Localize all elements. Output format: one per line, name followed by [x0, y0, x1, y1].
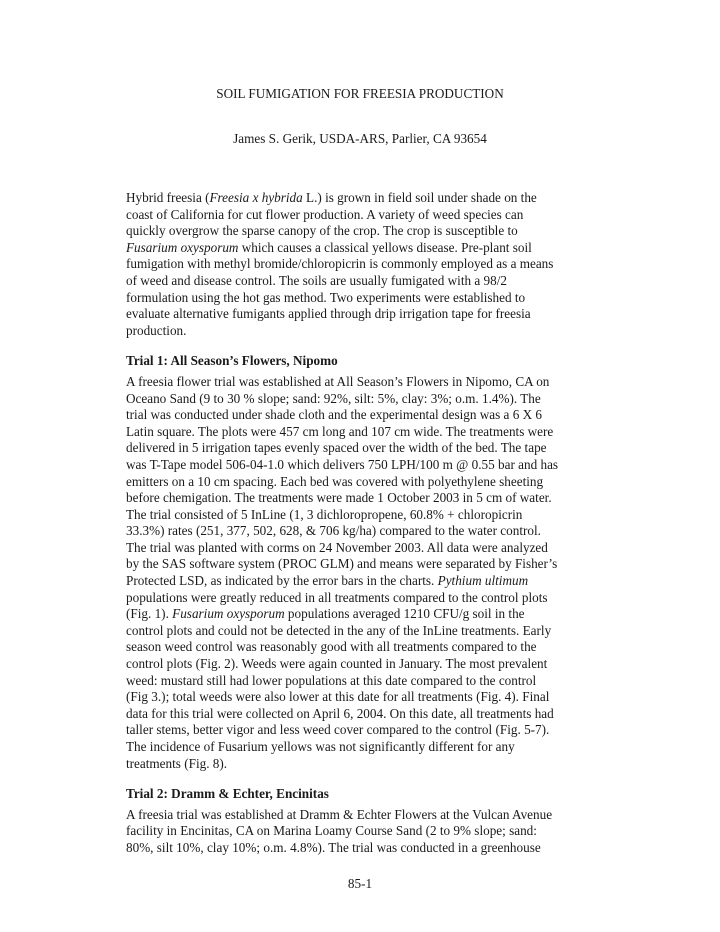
page-number: 85-1	[347, 876, 373, 891]
text-line: A freesia flower trial was established at All Season’s Flowers in Nipomo, CA on	[126, 373, 550, 389]
text-line: Protected LSD, as indicated by the error bars in the charts. Pythium ultimum	[126, 573, 529, 589]
text-line: evaluate alternative fumigants applied through drip irrigation tape for freesia	[126, 306, 531, 322]
text-line: The trial consisted of 5 InLine (1, 3 dichloropropene, 60.8% + chloropicrin	[126, 506, 523, 522]
trial2-heading: Trial 2: Dramm & Echter, Encinitas	[126, 786, 329, 802]
text-line: Fusarium oxysporum which causes a classical yellows disease. Pre-plant soil	[126, 239, 532, 255]
text-line: 80%, silt 10%, clay 10%; o.m. 4.8%). The trial was conducted in a greenhouse	[126, 839, 541, 855]
text-line: data for this trial were collected on April 6, 2004. On this date, all treatments had	[126, 705, 554, 721]
text-line: by the SAS software system (PROC GLM) and means were separated by Fisher’s	[126, 556, 558, 572]
text-line: of weed and disease control. The soils are usually fumigated with a 98/2	[126, 272, 507, 288]
text-line: control plots (Fig. 2). Weeds were again counted in January. The most prevalent	[126, 656, 548, 672]
text-line: trial was conducted under shade cloth and the experimental design was a 6 X 6	[126, 407, 543, 423]
text-line: delivered in 5 irrigation tapes evenly spaced over the width of the bed. The tape	[126, 440, 547, 456]
text-line: (Fig. 1). Fusarium oxysporum populations averaged 1210 CFU/g soil in the	[126, 606, 525, 622]
paper-title: SOIL FUMIGATION FOR FREESIA PRODUCTION	[216, 86, 504, 101]
text-line: Latin square. The plots were 457 cm long and 107 cm wide. The treatments were	[126, 423, 554, 439]
text-line: populations were greatly reduced in all treatments compared to the control plots	[126, 589, 548, 605]
text-line: coast of California for cut flower production. A variety of weed species can	[126, 206, 524, 222]
text-line: Oceano Sand (9 to 30 % slope; sand: 92%, silt: 5%, clay: 3%; o.m. 1.4%). The	[126, 390, 541, 406]
text-line: Hybrid freesia (Freesia x hybrida L.) is grown in field soil under shade on the	[126, 190, 537, 205]
text-line: emitters on a 10 cm spacing. Each bed was covered with polyethylene sheeting	[126, 473, 544, 489]
text-line: The trial was planted with corms on 24 November 2003. All data were analyzed	[126, 539, 548, 555]
intro-paragraph	[126, 190, 604, 339]
text-line: 33.3%) rates (251, 377, 502, 628, & 706 kg/ha) compared to the water control.	[126, 523, 541, 539]
text-line: A freesia trial was established at Dramm & Echter Flowers at the Vulcan Avenue	[126, 806, 553, 822]
text-line: taller stems, better vigor and less weed cover compared to the control (Fig. 5-7).	[126, 722, 550, 738]
text-line: season weed control was reasonably good with all treatments compared to the	[126, 639, 537, 655]
trial1-paragraph	[126, 374, 604, 772]
trial2-paragraph	[126, 807, 604, 857]
text-line: weed: mustard still had lower populations at this date compared to the control	[126, 672, 537, 688]
text-line: The incidence of Fusarium yellows was not significantly different for any	[126, 739, 515, 754]
trial1-heading: Trial 1: All Season’s Flowers, Nipomo	[126, 353, 338, 369]
text-line: before chemigation. The treatments were made 1 October 2003 in 5 cm of water.	[126, 490, 552, 506]
text-line: fumigation with methyl bromide/chloropicrin is commonly employed as a means	[126, 256, 554, 272]
text-line: was T-Tape model 506-04-1.0 which delivers 750 LPH/100 m @ 0.55 bar and has	[126, 456, 559, 472]
text-line: quickly overgrow the sparse canopy of the crop. The crop is susceptible to	[126, 223, 518, 239]
text-line: (Fig 3.); total weeds were also lower at this date for all treatments (Fig. 4). Final	[126, 689, 550, 705]
document-body	[126, 190, 604, 857]
author-line: James S. Gerik, USDA-ARS, Parlier, CA 93654	[233, 131, 487, 146]
text-line: production.	[126, 322, 187, 338]
text-line: formulation using the hot gas method. Two experiments were established to	[126, 289, 526, 305]
text-line: treatments (Fig. 8).	[126, 755, 228, 771]
text-line: control plots and could not be detected in the any of the InLine treatments. Early	[126, 622, 552, 638]
text-line: facility in Encinitas, CA on Marina Loamy Course Sand (2 to 9% slope; sand:	[126, 823, 537, 839]
